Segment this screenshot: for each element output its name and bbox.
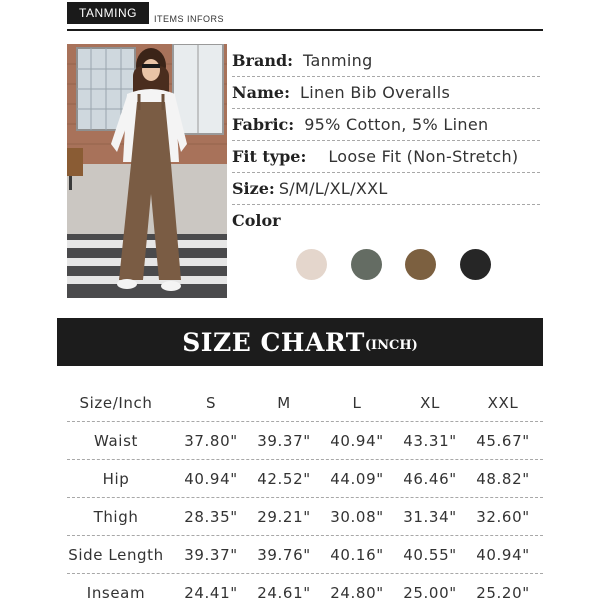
info-row-size: [232, 173, 540, 205]
table-cell: 25.20": [476, 584, 530, 602]
table-cell: 31.34": [403, 508, 457, 526]
info-row-brand: [232, 45, 540, 77]
header-cell: Size/Inch: [79, 394, 153, 412]
info-row-fabric: [232, 109, 540, 141]
table-row: [57, 422, 543, 460]
header-cell: M: [277, 394, 291, 412]
header-cell: S: [205, 394, 217, 412]
header-cell: XL: [420, 394, 440, 412]
size-chart-title: SIZE CHART: [182, 327, 365, 357]
table-cell: 44.09": [330, 470, 384, 488]
table-row: [57, 536, 543, 574]
table-cell: 37.80": [184, 432, 238, 450]
table-cell: 42.52": [257, 470, 311, 488]
table-row: [57, 460, 543, 498]
size-chart-banner: [57, 318, 543, 366]
name-label: Name:: [232, 83, 291, 102]
table-cell: 45.67": [476, 432, 530, 450]
row-label: Waist: [94, 432, 138, 450]
table-cell: 30.08": [330, 508, 384, 526]
row-label: Inseam: [86, 584, 146, 602]
color-swatch-black[interactable]: [460, 249, 491, 280]
table-row: [57, 498, 543, 536]
size-value: S/M/L/XL/XXL: [278, 179, 388, 198]
table-cell: 29.21": [257, 508, 311, 526]
row-label: Side Length: [68, 546, 164, 564]
table-cell: 39.76": [257, 546, 311, 564]
brand-value: Tanming: [303, 51, 373, 70]
size-table-header: [57, 384, 543, 422]
brand-label: Brand:: [232, 51, 294, 70]
fabric-label: Fabric:: [232, 115, 295, 134]
header-cell: XXL: [487, 394, 519, 412]
info-row-fit: [232, 141, 540, 173]
table-cell: 40.16": [330, 546, 384, 564]
table-cell: 39.37": [184, 546, 238, 564]
table-cell: 32.60": [476, 508, 530, 526]
row-label: Thigh: [93, 508, 139, 526]
table-cell: 28.35": [184, 508, 238, 526]
color-swatch-brown[interactable]: [405, 249, 436, 280]
section-label: ITEMS INFORS: [154, 14, 225, 24]
table-cell: 43.31": [403, 432, 457, 450]
table-cell: 46.46": [403, 470, 457, 488]
table-cell: 40.94": [330, 432, 384, 450]
table-cell: 24.61": [257, 584, 311, 602]
table-row: [57, 574, 543, 612]
color-label: Color: [232, 211, 281, 230]
color-swatch-beige[interactable]: [296, 249, 327, 280]
table-cell: 24.41": [184, 584, 238, 602]
table-cell: 40.94": [184, 470, 238, 488]
header-cell: L: [352, 394, 362, 412]
fit-value: Loose Fit (Non-Stretch): [328, 147, 519, 166]
color-swatch-gray-green[interactable]: [351, 249, 382, 280]
size-label: Size:: [232, 179, 275, 198]
table-cell: 25.00": [403, 584, 457, 602]
row-label: Hip: [102, 470, 130, 488]
table-cell: 39.37": [257, 432, 311, 450]
header-divider: [67, 29, 543, 31]
info-row-name: [232, 77, 540, 109]
table-cell: 40.55": [403, 546, 457, 564]
size-chart-unit: (INCH): [364, 337, 418, 353]
fabric-value: 95% Cotton, 5% Linen: [304, 115, 489, 134]
table-cell: 24.80": [330, 584, 384, 602]
table-cell: 48.82": [476, 470, 530, 488]
product-photo: [67, 44, 227, 298]
name-value: Linen Bib Overalls: [300, 83, 451, 102]
brand-logo-tag: TANMING: [67, 2, 149, 24]
info-row-color: [232, 205, 540, 236]
table-cell: 40.94": [476, 546, 530, 564]
size-table: [57, 384, 543, 612]
fit-label: Fit type:: [232, 147, 307, 166]
